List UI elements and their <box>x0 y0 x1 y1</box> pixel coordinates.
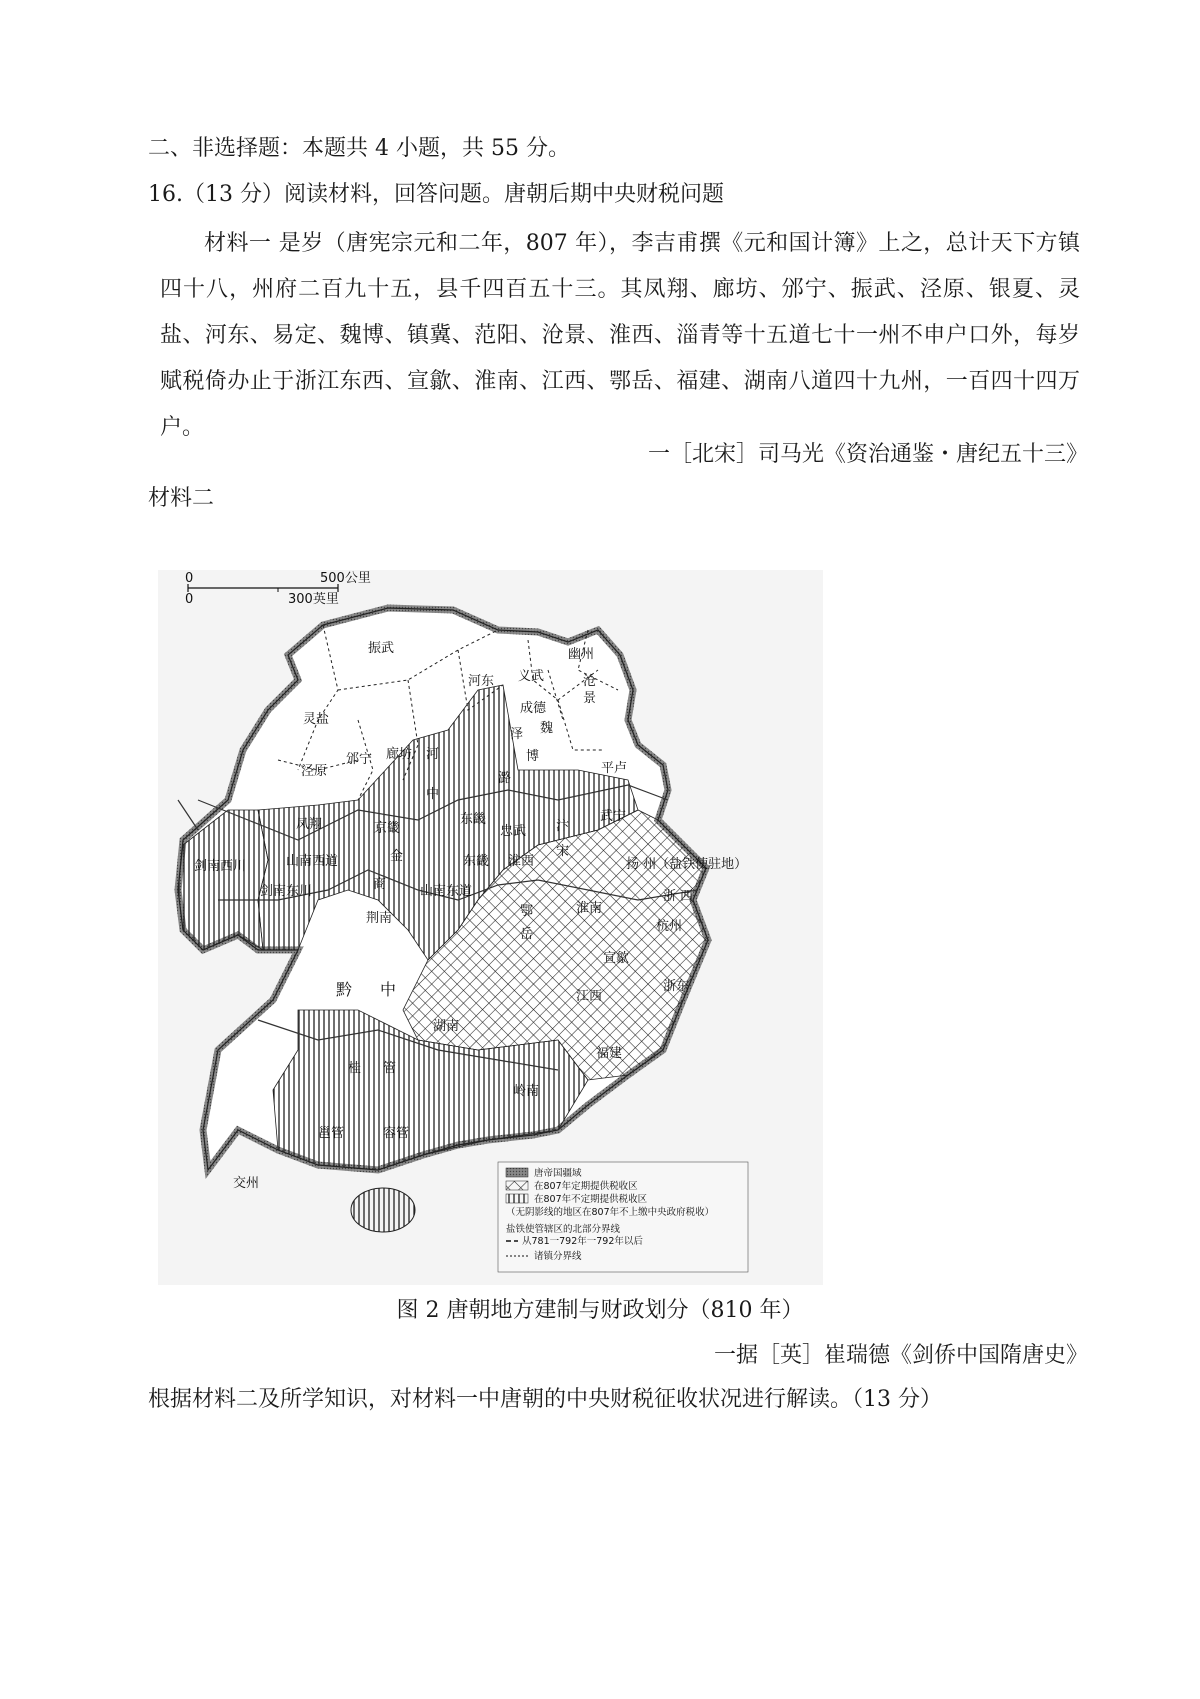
task-question: 根据材料二及所学知识，对材料一中唐朝的中央财税征收状况进行解读。（13 分） <box>148 1387 942 1412</box>
label-e: 鄂 <box>520 904 534 919</box>
legend-period: 从781一792年一792年以后 <box>522 1236 643 1247</box>
label-lingnan: 岭南 <box>513 1084 540 1099</box>
scale-mi: 300英里 <box>288 592 339 607</box>
label-lu: 潞 <box>498 771 512 786</box>
label-shannan-west: 山南西道 <box>286 854 339 869</box>
question-number: 16. <box>148 182 183 207</box>
legend-regular: 在807年定期提供税收区 <box>534 1181 638 1192</box>
label-jiannan-west: 剑南西川 <box>194 859 247 874</box>
label-pinglu: 平卢 <box>601 761 628 776</box>
label-guan: 管 <box>383 1061 397 1076</box>
label-zhe: 浙 <box>663 889 677 904</box>
label-rongguan: 容管 <box>383 1126 410 1141</box>
label-song: 宋 <box>556 844 570 859</box>
label-huaixi: 淮西 <box>508 854 535 869</box>
legend-swatch-irregular <box>506 1194 528 1203</box>
label-jingji: 京畿 <box>374 821 401 836</box>
hainan-island <box>351 1188 415 1232</box>
material-one-source: 一［北宋］司马光《资治通鉴・唐纪五十三》 <box>647 442 1088 467</box>
label-fangfang: 廊坊 <box>386 747 413 762</box>
question-header <box>148 180 724 210</box>
label-xuanshe: 宣歙 <box>603 951 630 966</box>
section-heading: 二、非选择题：本题共 4 小题，共 55 分。 <box>148 136 570 161</box>
label-hedong: 河东 <box>468 674 495 689</box>
question-score: （13 分） <box>183 182 284 207</box>
label-wuning: 武宁 <box>600 809 627 824</box>
label-yangzhou: 扬 州（盐铁使驻地） <box>626 857 748 872</box>
label-zhongwu: 忠武 <box>500 824 527 839</box>
scale-zero-top: 0 <box>185 571 194 586</box>
label-jiannan-east: 剑南东川 <box>260 884 313 899</box>
label-dongji: 东畿 <box>460 812 487 827</box>
tang-map <box>158 570 823 1285</box>
label-jingyuan: 泾原 <box>301 764 328 779</box>
label-lingyan: 灵盐 <box>303 712 330 727</box>
label-wei: 魏 <box>540 721 554 736</box>
label-bian: 汴 <box>556 819 570 834</box>
legend-swatch-border <box>506 1168 528 1177</box>
material-two-source: 一据［英］崔瑞德《剑侨中国隋唐史》 <box>713 1343 1088 1368</box>
label-zhedong: 浙东 <box>663 979 690 994</box>
label-jiangxi: 江西 <box>576 989 603 1004</box>
label-ze: 泽 <box>510 727 524 742</box>
legend-irregular: 在807年不定期提供税收区 <box>534 1194 648 1205</box>
legend-border: 唐帝国疆域 <box>534 1168 582 1179</box>
scale-zero-bottom: 0 <box>185 592 194 607</box>
label-fengxiang: 凤翔 <box>296 817 323 832</box>
label-dongji-2: 东畿 <box>463 854 490 869</box>
legend-swatch-regular <box>506 1181 528 1190</box>
material-one-text: 材料一 是岁（唐宪宗元和二年，807 年），李吉甫撰《元和国计簿》上之，总计天下方镇四十八，州府二百九十五，县千四百五十三。其凤翔、廊坊、邠宁、振武、泾原、银夏、灵盐、河东、易定、魏博、镇冀、范阳、沧景、淮西、淄青等十五道七十一州不申户口外，每岁赋税倚办止于浙江东西、宣歙、淮南、江西、鄂岳、福建、湖南八道四十九州，一百四十四万户。 <box>160 231 1080 440</box>
label-zhenwu: 振武 <box>368 641 395 656</box>
label-jing: 景 <box>583 691 597 706</box>
legend-salt-iron: 盐铁使管辖区的北部分界线 <box>506 1224 621 1235</box>
label-jiaozhou: 交州 <box>233 1176 260 1191</box>
legend-province: 诸镇分界线 <box>534 1251 582 1262</box>
label-jin: 金 <box>390 849 404 864</box>
legend-no-shading: （无阴影线的地区在807年不上缴中央政府税收） <box>506 1207 715 1218</box>
question-prompt: 阅读材料，回答问题。唐朝后期中央财税问题 <box>284 182 725 207</box>
label-he: 河 <box>426 747 440 762</box>
label-yiwu: 义武 <box>518 669 545 684</box>
label-gui: 桂 <box>348 1061 362 1076</box>
label-yue: 岳 <box>520 927 534 942</box>
label-zhong: 中 <box>426 787 440 802</box>
material-two-label: 材料二 <box>148 486 215 511</box>
label-shang: 商 <box>373 877 387 892</box>
label-cang: 沧 <box>583 674 597 689</box>
figure-caption: 图 2 唐朝地方建制与财政划分（810 年） <box>396 1298 804 1323</box>
map-legend <box>498 1162 748 1272</box>
label-qian: 黔 <box>336 980 353 999</box>
label-yongguan: 邕管 <box>318 1126 345 1141</box>
label-shannan-east: 山南东道 <box>420 884 473 899</box>
label-jingnan: 荆南 <box>366 911 393 926</box>
label-youzhou: 幽州 <box>568 647 595 662</box>
label-xi: 西 <box>680 889 694 904</box>
label-hunan: 湖南 <box>433 1019 460 1034</box>
scale-km: 500公里 <box>320 571 371 586</box>
label-qian-zhong: 中 <box>380 980 397 999</box>
label-binning: 邠宁 <box>346 752 373 767</box>
label-bo: 博 <box>526 749 540 764</box>
label-huainan: 淮南 <box>576 901 603 916</box>
label-chengde: 成德 <box>520 701 547 716</box>
tang-map-figure <box>158 570 823 1285</box>
label-hangzhou: 杭州 <box>656 919 683 934</box>
label-fujian: 福建 <box>596 1046 623 1061</box>
